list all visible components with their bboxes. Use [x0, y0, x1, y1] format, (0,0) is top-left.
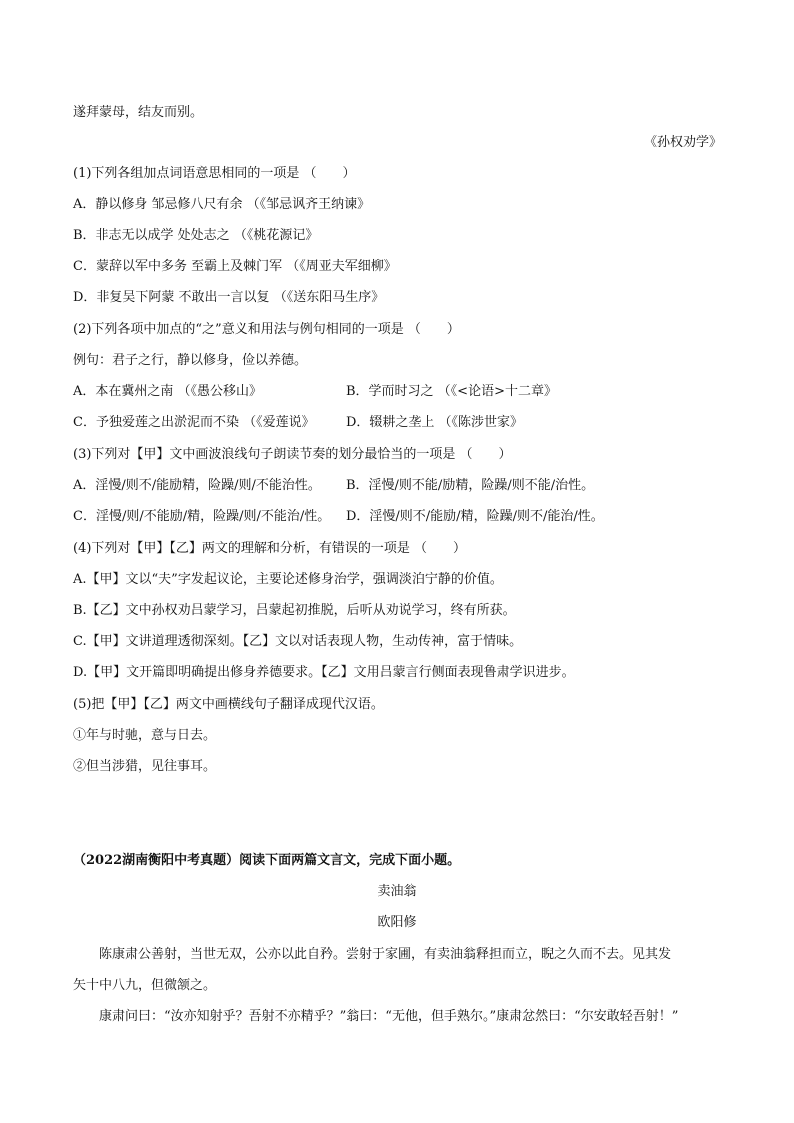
- question-1-option-b: B．非志无以成学 处处志之 （《桃花源记》: [73, 228, 319, 243]
- question-3-option-d: D．淫慢/则不/能励/精，险躁/则不/能治/性。: [346, 509, 604, 524]
- essay-paragraph-1-line-1: 陈康肃公善射，当世无双，公亦以此自矜。尝射于家圃，有卖油翁释担而立，睨之久而不去。见其发: [99, 947, 672, 962]
- question-2-example: 例句：君子之行，静以修身，俭以养德。: [73, 353, 308, 368]
- question-2-option-c: C．予独爱莲之出淤泥而不染 （《爱莲说》: [73, 415, 315, 430]
- question-1-option-c: C．蒙辞以军中多务 至霸上及棘门军 （《周亚夫军细柳》: [73, 259, 397, 274]
- question-3-option-b: B．淫慢/则不能/励精，险躁/则不能/治性。: [346, 478, 595, 493]
- question-4-option-c: C.【甲】文讲道理透彻深刻。【乙】文以对话表现人物，生动传神，富于情味。: [73, 634, 523, 649]
- question-2-option-a: A．本在冀州之南 （《愚公移山》: [73, 384, 263, 399]
- question-4-option-d: D.【甲】文开篇即明确提出修身养德要求。【乙】文用吕蒙言行侧面表现鲁肃学识进步。: [73, 665, 575, 680]
- essay-title: 卖油翁: [377, 884, 417, 899]
- question-2-option-b: B．学而时习之 （《<论语>十二章》: [346, 384, 557, 399]
- question-3-option-a: A．淫慢/则不/能励精，险躁/则/不能治性。: [73, 478, 321, 493]
- question-5-item-2: ②但当涉猎，见往事耳。: [73, 759, 217, 774]
- question-4-option-b: B.【乙】文中孙权劝吕蒙学习，吕蒙起初推脱，后听从劝说学习，终有所获。: [73, 603, 516, 618]
- essay-paragraph-2-line-1: 康肃问曰：“汝亦知射乎？吾射不亦精乎？”翁曰：“无他，但手熟尔。”康肃忿然曰：“尔安敢轻吾射！”: [99, 1009, 679, 1024]
- question-5-item-1: ①年与时驰，意与日去。: [73, 728, 217, 743]
- essay-paragraph-1-line-2: 矢十中八九，但微颔之。: [73, 978, 217, 993]
- question-1-option-d: D．非复吴下阿蒙 不敢出一言以复 （《送东阳马生序》: [73, 290, 385, 305]
- essay-author: 欧阳修: [377, 915, 417, 930]
- passage-source: 《孙权劝学》: [643, 135, 722, 150]
- question-4-option-a: A.【甲】文以“夫”字发起议论，主要论述修身治学，强调淡泊宁静的价值。: [73, 572, 503, 587]
- question-1-stem: (1)下列各组加点词语意思相同的一项是 （ ）: [73, 166, 356, 181]
- passage-end-line: 遂拜蒙母，结友而别。: [73, 105, 204, 120]
- question-4-stem: (4)下列对【甲】【乙】两文的理解和分析，有错误的一项是 （ ）: [73, 541, 467, 556]
- question-3-option-c: C．淫慢/则/不能励/精，险躁/则/不能治/性。: [73, 509, 331, 524]
- question-5-stem: (5)把【甲】【乙】两文中画横线句子翻译成现代汉语。: [73, 697, 384, 712]
- question-2-option-d: D．辍耕之垄上 （《陈涉世家》: [346, 415, 524, 430]
- section-heading: （2022湖南衡阳中考真题）阅读下面两篇文言文，完成下面小题。: [73, 853, 461, 868]
- question-3-stem: (3)下列对【甲】文中画波浪线句子朗读节奏的划分最恰当的一项是 （ ）: [73, 447, 512, 462]
- question-2-stem: (2)下列各项中加点的“之”意义和用法与例句相同的一项是 （ ）: [73, 322, 460, 337]
- question-1-option-a: A．静以修身 邹忌修八尺有余 （《邹忌讽齐王纳谏》: [73, 197, 371, 212]
